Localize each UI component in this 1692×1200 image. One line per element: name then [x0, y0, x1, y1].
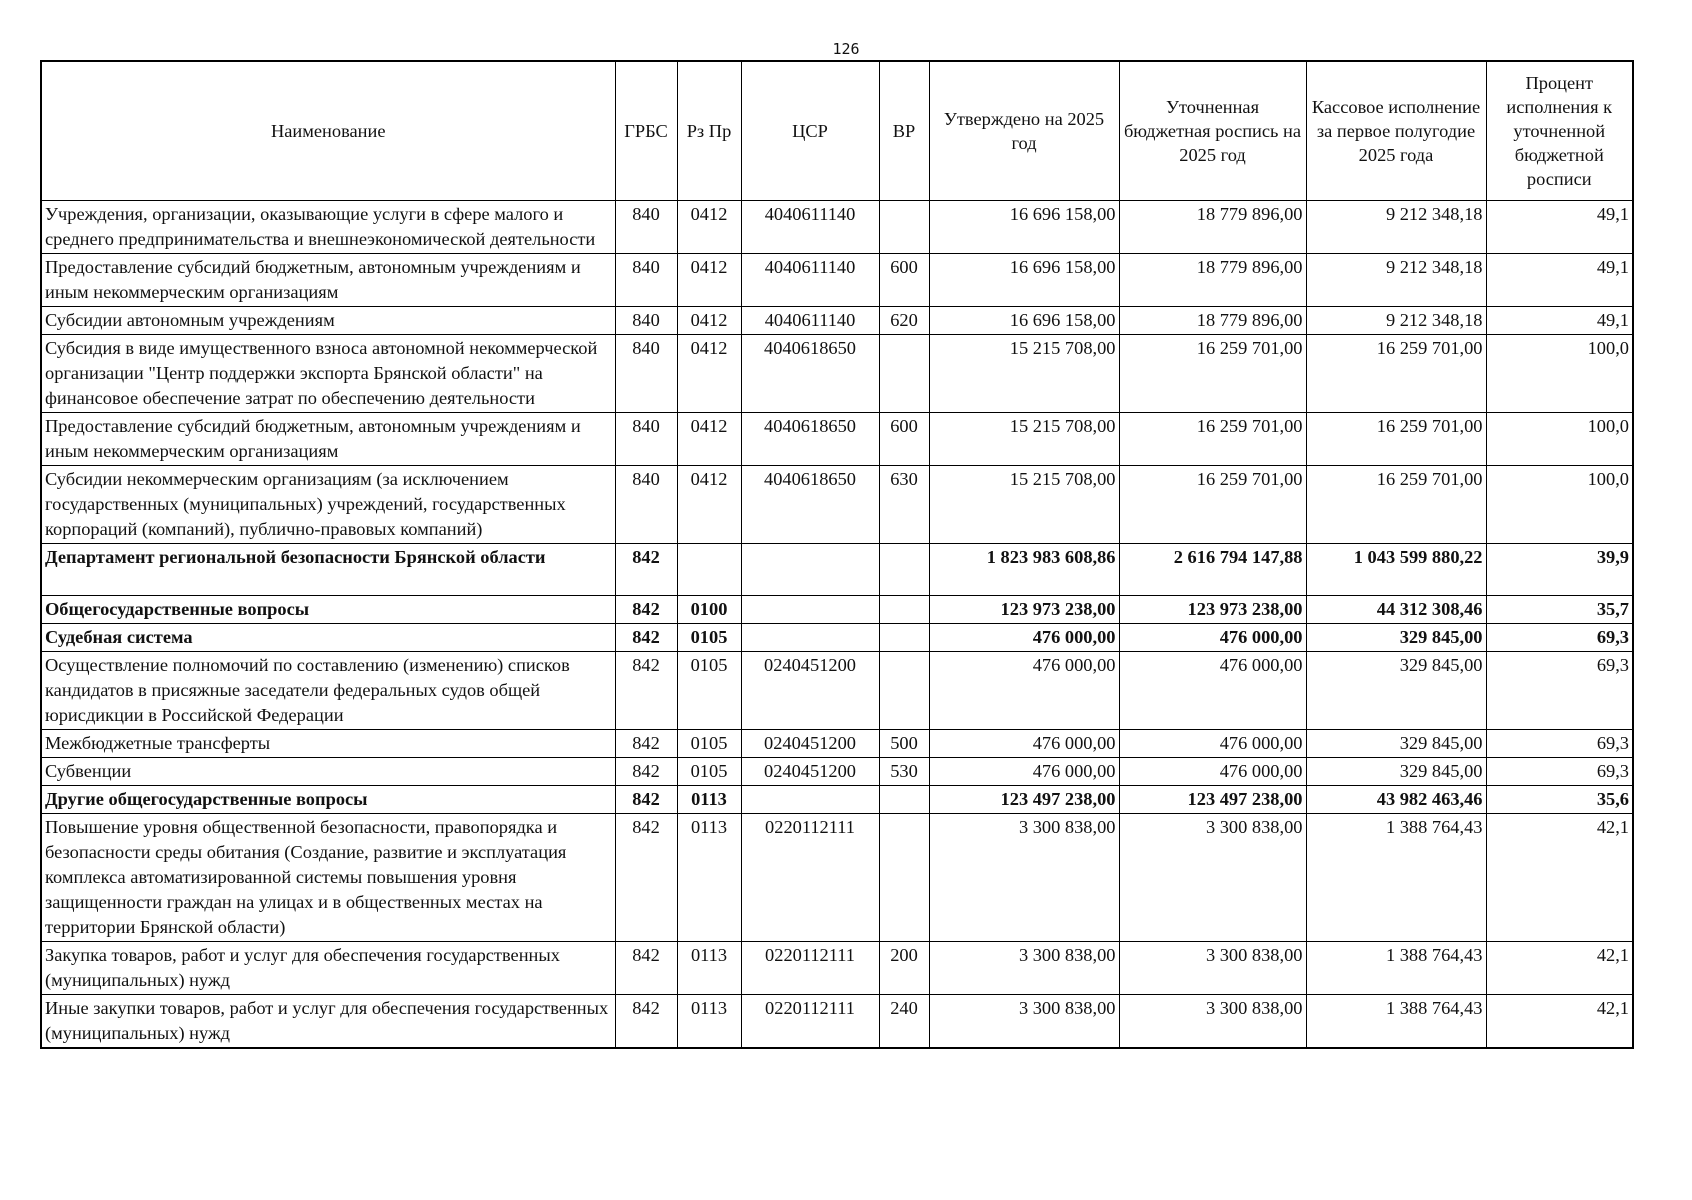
table-row	[41, 624, 1633, 652]
row-refined: 2 616 794 147,88	[1119, 544, 1306, 596]
table-row	[41, 466, 1633, 544]
row-rzpr: 0412	[677, 254, 741, 307]
row-percent: 42,1	[1486, 814, 1633, 942]
row-vr	[879, 544, 929, 596]
row-vr	[879, 786, 929, 814]
row-approved: 476 000,00	[929, 758, 1119, 786]
row-percent: 100,0	[1486, 335, 1633, 413]
row-name: Другие общегосударственные вопросы	[41, 786, 615, 814]
row-approved: 476 000,00	[929, 730, 1119, 758]
row-percent: 69,3	[1486, 758, 1633, 786]
row-percent: 49,1	[1486, 201, 1633, 254]
row-name: Иные закупки товаров, работ и услуг для обеспечения государственных (муниципальных) нужд	[41, 995, 615, 1049]
row-name: Закупка товаров, работ и услуг для обеспечения государственных (муниципальных) нужд	[41, 942, 615, 995]
row-csr: 4040611140	[741, 254, 879, 307]
row-name: Судебная система	[41, 624, 615, 652]
header-executed: Кассовое исполнение за первое полугодие 2025 года	[1306, 61, 1486, 201]
row-grbs: 842	[615, 596, 677, 624]
row-csr: 0240451200	[741, 652, 879, 730]
row-percent: 39,9	[1486, 544, 1633, 596]
row-refined: 18 779 896,00	[1119, 307, 1306, 335]
row-executed: 1 388 764,43	[1306, 942, 1486, 995]
row-approved: 15 215 708,00	[929, 335, 1119, 413]
row-percent: 42,1	[1486, 995, 1633, 1049]
row-refined: 3 300 838,00	[1119, 942, 1306, 995]
row-percent: 42,1	[1486, 942, 1633, 995]
row-refined: 16 259 701,00	[1119, 466, 1306, 544]
row-approved: 3 300 838,00	[929, 942, 1119, 995]
table-row	[41, 995, 1633, 1049]
row-name: Департамент региональной безопасности Брянской области	[41, 544, 615, 596]
row-name: Осуществление полномочий по составлению (изменению) списков кандидатов в присяжные заседатели федеральных судов общей юрисдикции в Российской Федерации	[41, 652, 615, 730]
table-row	[41, 201, 1633, 254]
row-refined: 3 300 838,00	[1119, 995, 1306, 1049]
row-vr: 500	[879, 730, 929, 758]
row-grbs: 840	[615, 466, 677, 544]
row-rzpr: 0105	[677, 730, 741, 758]
row-grbs: 842	[615, 652, 677, 730]
row-approved: 16 696 158,00	[929, 201, 1119, 254]
row-vr: 620	[879, 307, 929, 335]
row-rzpr: 0113	[677, 814, 741, 942]
row-rzpr: 0113	[677, 942, 741, 995]
row-grbs: 842	[615, 995, 677, 1049]
row-refined: 3 300 838,00	[1119, 814, 1306, 942]
row-executed: 1 043 599 880,22	[1306, 544, 1486, 596]
row-vr: 600	[879, 254, 929, 307]
table-row	[41, 758, 1633, 786]
row-vr	[879, 596, 929, 624]
row-name: Субсидия в виде имущественного взноса автономной некоммерческой организации "Центр поддержки экспорта Брянской области" на финансовое обеспечение затрат по обеспечению деятельности	[41, 335, 615, 413]
row-executed: 9 212 348,18	[1306, 254, 1486, 307]
row-percent: 69,3	[1486, 652, 1633, 730]
row-csr	[741, 786, 879, 814]
row-percent: 49,1	[1486, 307, 1633, 335]
table-row	[41, 596, 1633, 624]
row-refined: 123 497 238,00	[1119, 786, 1306, 814]
row-rzpr: 0412	[677, 335, 741, 413]
row-name: Учреждения, организации, оказывающие услуги в сфере малого и среднего предпринимательства и внешнеэкономической деятельности	[41, 201, 615, 254]
header-percent: Процент исполнения к уточненной бюджетной росписи	[1486, 61, 1633, 201]
row-refined: 18 779 896,00	[1119, 201, 1306, 254]
header-refined: Уточненная бюджетная роспись на 2025 год	[1119, 61, 1306, 201]
row-executed: 1 388 764,43	[1306, 814, 1486, 942]
row-csr: 4040618650	[741, 335, 879, 413]
row-executed: 329 845,00	[1306, 652, 1486, 730]
row-grbs: 842	[615, 758, 677, 786]
header-approved: Утверждено на 2025 год	[929, 61, 1119, 201]
row-rzpr: 0113	[677, 995, 741, 1049]
row-csr: 0220112111	[741, 814, 879, 942]
table-row	[41, 413, 1633, 466]
header-vr: ВР	[879, 61, 929, 201]
header-name: Наименование	[41, 61, 615, 201]
row-refined: 16 259 701,00	[1119, 335, 1306, 413]
row-csr: 0220112111	[741, 942, 879, 995]
row-rzpr: 0105	[677, 758, 741, 786]
table-row	[41, 814, 1633, 942]
row-vr	[879, 652, 929, 730]
row-rzpr: 0105	[677, 652, 741, 730]
table-row	[41, 730, 1633, 758]
row-rzpr	[677, 544, 741, 596]
table-row	[41, 335, 1633, 413]
row-csr	[741, 596, 879, 624]
row-percent: 100,0	[1486, 466, 1633, 544]
row-refined: 123 973 238,00	[1119, 596, 1306, 624]
row-vr: 530	[879, 758, 929, 786]
row-approved: 123 973 238,00	[929, 596, 1119, 624]
budget-table	[40, 60, 1634, 1049]
row-executed: 16 259 701,00	[1306, 413, 1486, 466]
row-executed: 16 259 701,00	[1306, 466, 1486, 544]
row-vr	[879, 201, 929, 254]
row-csr	[741, 544, 879, 596]
row-refined: 476 000,00	[1119, 758, 1306, 786]
row-approved: 3 300 838,00	[929, 814, 1119, 942]
row-grbs: 840	[615, 335, 677, 413]
row-executed: 16 259 701,00	[1306, 335, 1486, 413]
row-approved: 15 215 708,00	[929, 413, 1119, 466]
header-row	[41, 61, 1633, 201]
row-percent: 35,6	[1486, 786, 1633, 814]
row-refined: 476 000,00	[1119, 624, 1306, 652]
row-vr: 630	[879, 466, 929, 544]
row-grbs: 840	[615, 413, 677, 466]
row-executed: 9 212 348,18	[1306, 307, 1486, 335]
row-refined: 16 259 701,00	[1119, 413, 1306, 466]
row-grbs: 840	[615, 201, 677, 254]
row-approved: 16 696 158,00	[929, 254, 1119, 307]
header-rzpr: Рз Пр	[677, 61, 741, 201]
row-csr: 4040618650	[741, 466, 879, 544]
row-vr	[879, 335, 929, 413]
page-number: 126	[832, 40, 860, 58]
table-row	[41, 254, 1633, 307]
row-refined: 18 779 896,00	[1119, 254, 1306, 307]
row-rzpr: 0105	[677, 624, 741, 652]
row-percent: 100,0	[1486, 413, 1633, 466]
row-percent: 69,3	[1486, 624, 1633, 652]
row-executed: 1 388 764,43	[1306, 995, 1486, 1049]
row-executed: 329 845,00	[1306, 624, 1486, 652]
row-approved: 15 215 708,00	[929, 466, 1119, 544]
row-name: Предоставление субсидий бюджетным, автономным учреждениям и иным некоммерческим организациям	[41, 413, 615, 466]
row-approved: 3 300 838,00	[929, 995, 1119, 1049]
row-name: Межбюджетные трансферты	[41, 730, 615, 758]
row-rzpr: 0412	[677, 413, 741, 466]
row-executed: 9 212 348,18	[1306, 201, 1486, 254]
row-percent: 49,1	[1486, 254, 1633, 307]
row-vr: 600	[879, 413, 929, 466]
row-grbs: 842	[615, 730, 677, 758]
row-executed: 43 982 463,46	[1306, 786, 1486, 814]
row-executed: 329 845,00	[1306, 758, 1486, 786]
row-csr: 0240451200	[741, 730, 879, 758]
row-name: Субсидии некоммерческим организациям (за исключением государственных (муниципальных) учреждений, государственных корпораций (компаний), публично-правовых компаний)	[41, 466, 615, 544]
table-row	[41, 786, 1633, 814]
row-grbs: 842	[615, 942, 677, 995]
row-vr: 200	[879, 942, 929, 995]
row-name: Общегосударственные вопросы	[41, 596, 615, 624]
row-percent: 69,3	[1486, 730, 1633, 758]
row-name: Повышение уровня общественной безопасности, правопорядка и безопасности среды обитания (Создание, развитие и эксплуатация комплекса автоматизированной системы повышения уровня защищенности граждан на улицах и в общественных местах на территории Брянской области)	[41, 814, 615, 942]
row-name: Предоставление субсидий бюджетным, автономным учреждениям и иным некоммерческим организациям	[41, 254, 615, 307]
row-csr: 0220112111	[741, 995, 879, 1049]
row-refined: 476 000,00	[1119, 652, 1306, 730]
row-grbs: 842	[615, 544, 677, 596]
row-csr: 4040618650	[741, 413, 879, 466]
row-grbs: 840	[615, 307, 677, 335]
row-name: Субвенции	[41, 758, 615, 786]
row-approved: 476 000,00	[929, 624, 1119, 652]
row-csr	[741, 624, 879, 652]
row-rzpr: 0412	[677, 307, 741, 335]
row-approved: 476 000,00	[929, 652, 1119, 730]
row-rzpr: 0412	[677, 466, 741, 544]
row-refined: 476 000,00	[1119, 730, 1306, 758]
row-grbs: 842	[615, 624, 677, 652]
table-row	[41, 942, 1633, 995]
row-grbs: 842	[615, 786, 677, 814]
row-name: Субсидии автономным учреждениям	[41, 307, 615, 335]
row-approved: 123 497 238,00	[929, 786, 1119, 814]
row-vr: 240	[879, 995, 929, 1049]
row-vr	[879, 814, 929, 942]
row-csr: 4040611140	[741, 201, 879, 254]
row-percent: 35,7	[1486, 596, 1633, 624]
row-grbs: 840	[615, 254, 677, 307]
row-vr	[879, 624, 929, 652]
row-executed: 329 845,00	[1306, 730, 1486, 758]
table-row	[41, 544, 1633, 596]
table-row	[41, 307, 1633, 335]
row-grbs: 842	[615, 814, 677, 942]
row-executed: 44 312 308,46	[1306, 596, 1486, 624]
table-row	[41, 652, 1633, 730]
row-rzpr: 0412	[677, 201, 741, 254]
header-grbs: ГРБС	[615, 61, 677, 201]
row-approved: 16 696 158,00	[929, 307, 1119, 335]
row-rzpr: 0113	[677, 786, 741, 814]
row-csr: 4040611140	[741, 307, 879, 335]
header-csr: ЦСР	[741, 61, 879, 201]
row-csr: 0240451200	[741, 758, 879, 786]
row-rzpr: 0100	[677, 596, 741, 624]
row-approved: 1 823 983 608,86	[929, 544, 1119, 596]
